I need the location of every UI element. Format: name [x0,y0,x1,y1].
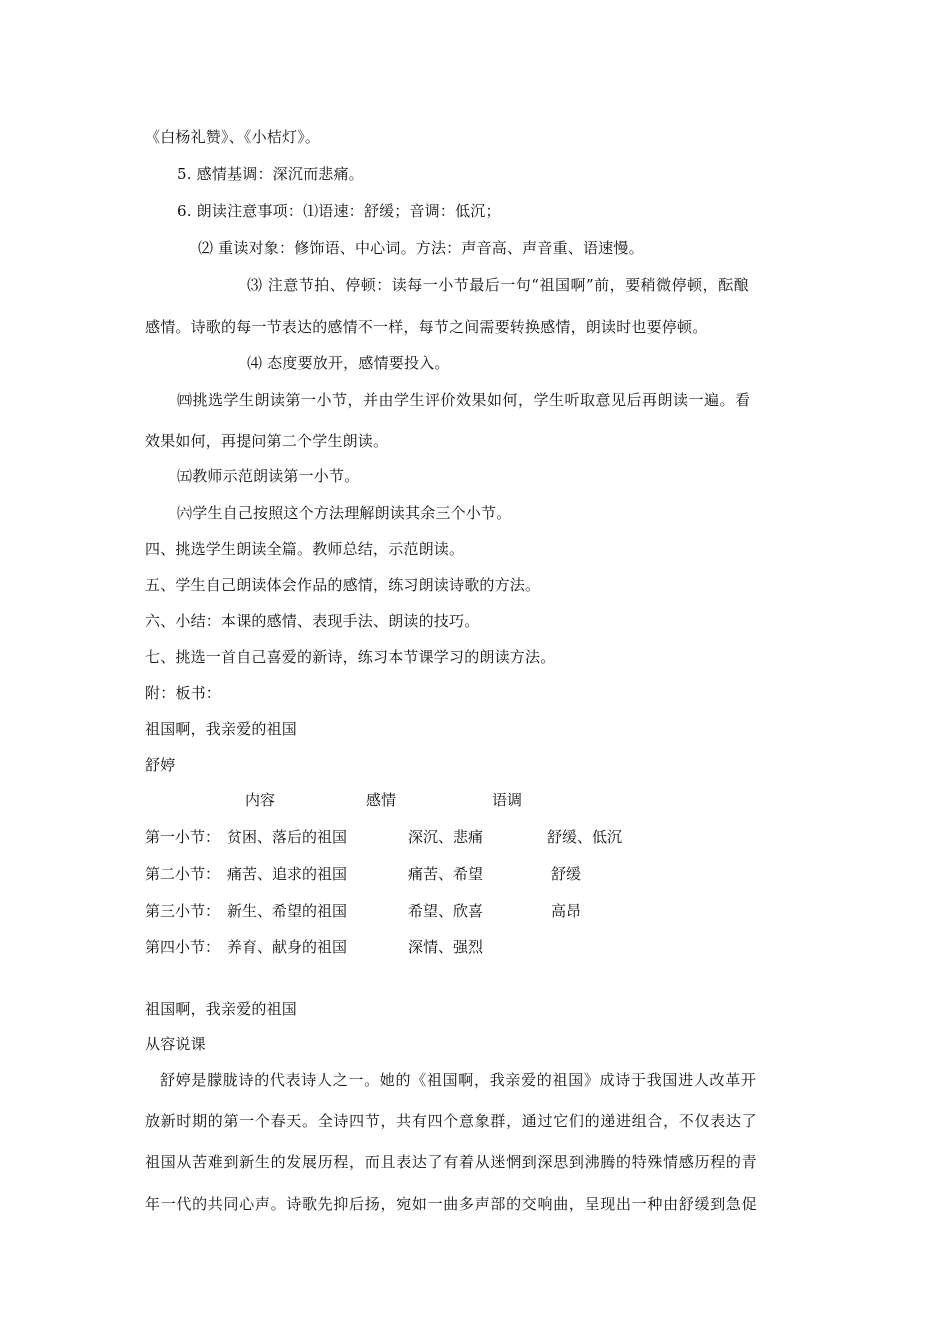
text-line: ㈤教师示范朗读第一小节。 [177,467,360,485]
table-header-content: 内容 [245,791,276,809]
text-line: 祖国啊，我亲爱的祖国 [145,720,298,738]
text-line: 《白杨礼赞》、《小桔灯》。 [145,128,321,146]
row-content: 养育、献身的祖国 [227,938,348,956]
row-content: 贫困、落后的祖国 [227,828,348,846]
text-line: ㈥学生自己按照这个方法理解朗读其余三个小节。 [177,504,512,522]
text-line: 附：板书： [145,684,222,702]
row-section: 第四小节： [145,938,221,956]
row-content: 痛苦、追求的祖国 [227,865,348,883]
row-emotion: 痛苦、希望 [408,865,484,883]
text-line: 舒婷 [145,756,176,774]
row-section: 第二小节： [145,865,221,883]
text-line: ⑵ 重读对象：修饰语、中心词。方法：声音高、声音重、语速慢。 [198,239,644,257]
row-section: 第三小节： [145,902,221,920]
paragraph-line: 舒婷是朦胧诗的代表诗人之一。她的《祖国啊，我亲爱的祖国》成诗于我国进人改革开 [160,1071,757,1089]
row-tone: 高昂 [551,902,582,920]
text-line: 五、学生自己朗读体会作品的感情，练习朗读诗歌的方法。 [145,576,541,594]
row-emotion: 深情、强烈 [408,938,484,956]
text-line: ㈣挑选学生朗读第一小节，并由学生评价效果如何，学生听取意见后再朗读一遍。看 [177,391,751,409]
section-subtitle: 从容说课 [145,1035,206,1053]
row-content: 新生、希望的祖国 [227,902,348,920]
text-line: ⑷ 态度要放开，感情要投入。 [247,354,450,372]
text-line: 七、挑选一首自己喜爱的新诗，练习本节课学习的朗读方法。 [145,648,556,666]
text-line: ⑶ 注意节拍、停顿：读每一小节最后一句“祖国啊”前，要稍微停顿，酝酿 [247,276,750,294]
row-tone: 舒缓 [551,865,582,883]
paragraph-line: 年一代的共同心声。诗歌先抑后扬，宛如一曲多声部的交响曲，呈现出一种由舒缓到急促 [145,1195,758,1213]
table-header-tone: 语调 [492,791,523,809]
paragraph-line: 祖国从苦难到新生的发展历程，而且表达了有着从迷惘到深思到沸腾的特殊情感历程的青 [145,1153,758,1171]
text-line: 效果如何，再提问第二个学生朗读。 [145,432,389,450]
table-header-emotion: 感情 [366,791,397,809]
row-tone: 舒缓、低沉 [547,828,623,846]
text-line: 六、小结：本课的感情、表现手法、朗读的技巧。 [145,612,480,630]
text-line: 四、挑选学生朗读全篇。教师总结，示范朗读。 [145,540,465,558]
text-line: 5. 感情基调：深沉而悲痛。 [177,165,364,183]
row-emotion: 深沉、悲痛 [408,828,484,846]
text-line: 6. 朗读注意事项：⑴语速：舒缓；音调：低沉； [177,202,501,220]
text-line: 感情。诗歌的每一节表达的感情不一样，每节之间需要转换感情，朗读时也要停顿。 [145,318,708,336]
row-section: 第一小节： [145,828,221,846]
row-emotion: 希望、欣喜 [408,902,484,920]
paragraph-line: 放新时期的第一个春天。全诗四节，共有四个意象群，通过它们的递进组合，不仅表达了 [145,1112,758,1130]
section-title: 祖国啊，我亲爱的祖国 [145,1000,298,1018]
